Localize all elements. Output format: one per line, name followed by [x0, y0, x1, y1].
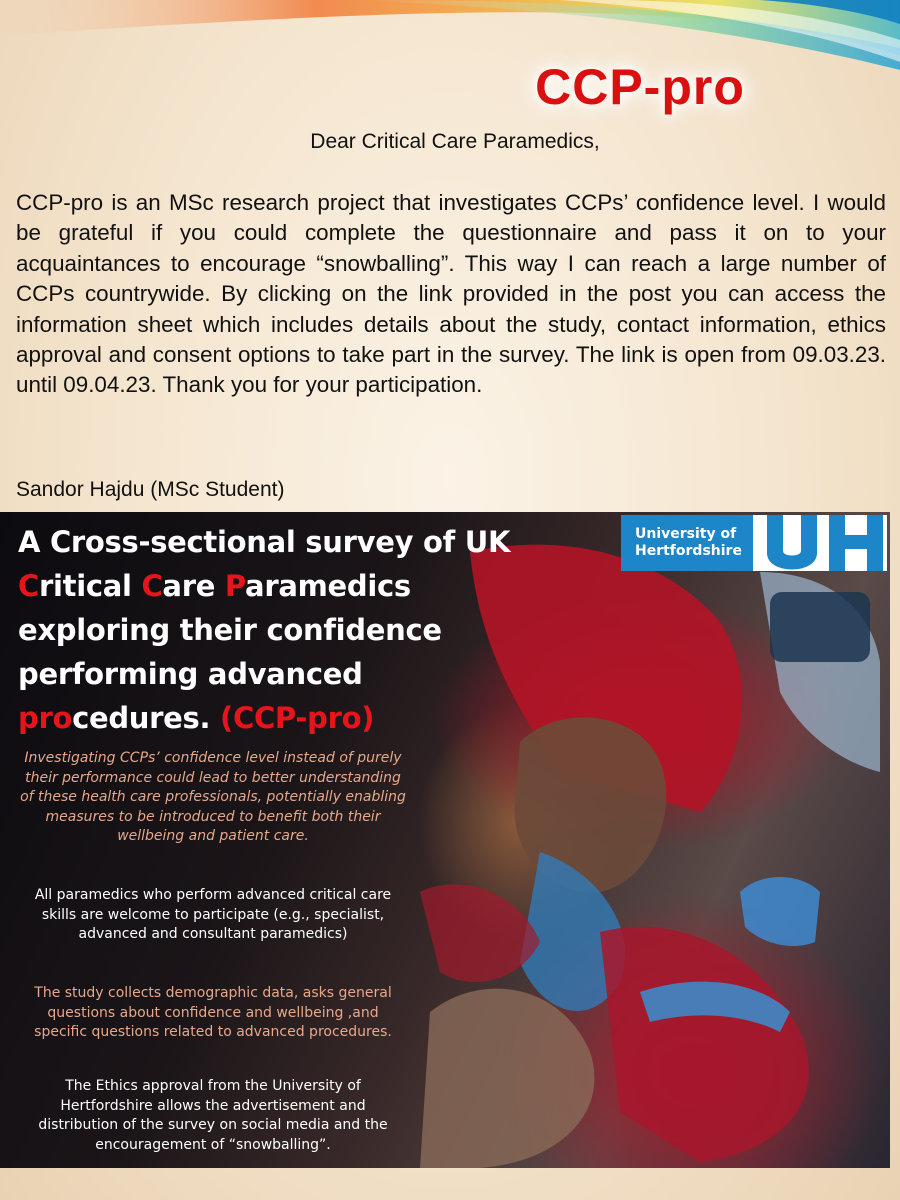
university-name-line-2: Hertfordshire	[635, 543, 742, 559]
signature: Sandor Hajdu (MSc Student)	[16, 478, 285, 501]
letter-body: CCP-pro is an MSc research project that investigates CCPs’ confidence level. I would be grateful if you could complete the questionnaire and pass it on to your acquaintances to encourage “snowballing”. This way I can reach a large number of CCPs countrywide. By clicking on the link provided in the post you can access the information sheet which includes details about the study, contact information, ethics approval and consent options to take part in the survey. The link is open from 09.03.23. until 09.04.23. Thank you for your participation.	[16, 190, 886, 398]
poster-eligibility: All paramedics who perform advanced critical care skills are welcome to participate (e.g., specialist, advanced and consultant paramedics)	[34, 887, 392, 943]
title-text-aramedics: aramedics	[245, 569, 411, 603]
university-name-line-1: University of	[635, 526, 737, 542]
title-acronym-c1: C	[18, 569, 39, 603]
poster-title	[18, 520, 548, 740]
title-acronym-p: P	[224, 569, 246, 603]
title-acronym-pro: pro	[18, 701, 73, 735]
uh-letter-h-icon	[825, 515, 887, 571]
title-text-ritical: ritical	[38, 569, 142, 603]
title-text-cedures: cedures.	[72, 701, 221, 735]
title-text-are: are	[162, 569, 225, 603]
salutation: Dear Critical Care Paramedics,	[310, 130, 600, 153]
poster-title-line-5	[18, 696, 548, 740]
university-logo	[621, 515, 887, 571]
poster-study-description: The study collects demographic data, asks general questions about confidence and wellbeing ,and specific questions related to advanced procedures.	[34, 985, 392, 1041]
poster-ethics-note: The Ethics approval from the University of Hertfordshire allows the advertisement and distribution of the survey on social media and the encouragement of “snowballing”.	[38, 1078, 388, 1153]
university-name-box	[621, 515, 753, 571]
header-title: CCP-pro	[535, 59, 745, 115]
poster-title-line-2	[18, 564, 548, 608]
title-tag: (CCP-pro)	[220, 701, 375, 735]
survey-poster	[0, 512, 890, 1168]
title-acronym-c2: C	[141, 569, 163, 603]
poster-text-panel	[0, 512, 511, 1168]
poster-title-line-3: exploring their confidence	[18, 613, 442, 647]
uh-letter-u-icon	[763, 515, 821, 571]
poster-rationale: Investigating CCPs’ confidence level instead of purely their performance could lead to better understanding of these health care professionals, potentially enabling measures to be introduced to benefit both their wellbeing and patient care.	[20, 750, 406, 845]
poster-title-line-1: A Cross-sectional survey of UK	[18, 525, 511, 559]
poster-title-line-4: performing advanced	[18, 657, 363, 691]
